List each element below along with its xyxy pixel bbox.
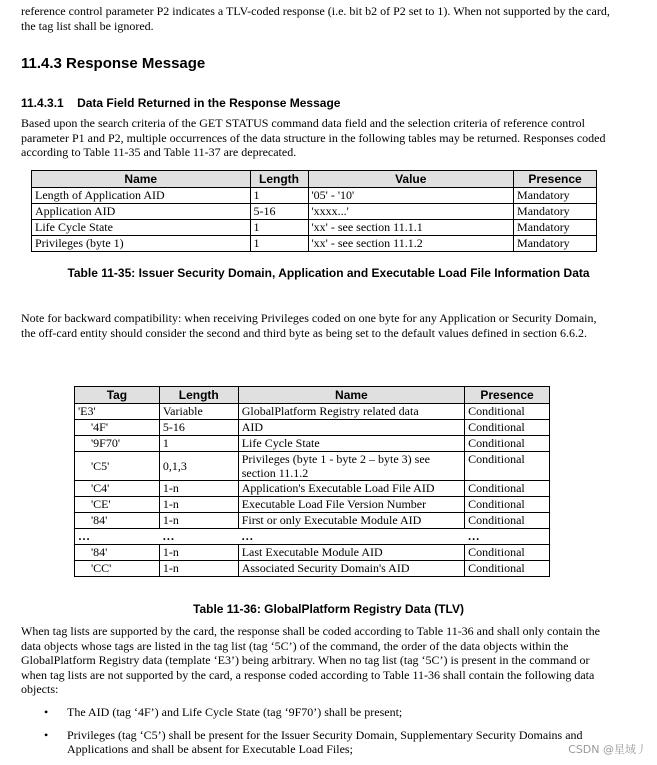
table-row bbox=[75, 420, 550, 436]
subsection-number: 11.4.3.1 bbox=[21, 96, 64, 110]
table-cell: Associated Security Domain's AID bbox=[238, 561, 464, 577]
table-11-35 bbox=[31, 170, 597, 252]
table-row bbox=[32, 204, 597, 220]
subsection-title: Data Field Returned in the Response Message bbox=[77, 96, 341, 110]
table-caption-11-35: Table 11-35: Issuer Security Domain, Application and Executable Load File Information Data bbox=[67, 266, 590, 280]
table-row bbox=[75, 404, 550, 420]
table-row bbox=[75, 513, 550, 529]
table-cell: 'xxxx...' bbox=[308, 204, 514, 220]
table-cell: Executable Load File Version Number bbox=[238, 497, 464, 513]
table-cell: 'xx' - see section 11.1.2 bbox=[308, 236, 514, 252]
table-cell: Mandatory bbox=[514, 204, 597, 220]
table-row bbox=[75, 561, 550, 577]
table-cell: 'C5' bbox=[75, 452, 160, 481]
table-cell: Conditional bbox=[465, 497, 550, 513]
table-cell: 'xx' - see section 11.1.1 bbox=[308, 220, 514, 236]
table-cell: 1-n bbox=[159, 561, 238, 577]
column-header: Name bbox=[32, 171, 251, 188]
table-cell: 1-n bbox=[159, 497, 238, 513]
bullet-list bbox=[44, 705, 614, 765]
table-row bbox=[75, 452, 550, 481]
table-11-36 bbox=[74, 386, 550, 577]
table-cell: Conditional bbox=[465, 481, 550, 497]
table-cell: '9F70' bbox=[75, 436, 160, 452]
table-cell: 5-16 bbox=[250, 204, 308, 220]
table-cell: '4F' bbox=[75, 420, 160, 436]
table-cell: … bbox=[465, 529, 550, 545]
table-cell: '84' bbox=[75, 545, 160, 561]
subsection-heading bbox=[21, 96, 340, 110]
table-cell: Conditional bbox=[465, 561, 550, 577]
table-cell: Life Cycle State bbox=[32, 220, 251, 236]
table-cell: 1-n bbox=[159, 513, 238, 529]
table-row bbox=[75, 545, 550, 561]
table-header-row bbox=[32, 171, 597, 188]
table-cell: 'CE' bbox=[75, 497, 160, 513]
table-row bbox=[32, 188, 597, 204]
bullet-icon: • bbox=[44, 727, 49, 742]
table-cell: 1 bbox=[159, 436, 238, 452]
list-item-text: Privileges (tag ‘C5’) shall be present for the Issuer Security Domain, Supplementary Security Domains and Applications and shall be absent for Executable Load Files; bbox=[67, 727, 583, 756]
table-cell: … bbox=[238, 529, 464, 545]
column-header: Presence bbox=[514, 171, 597, 188]
table-cell: Conditional bbox=[465, 404, 550, 420]
watermark: CSDN @星域丿 bbox=[568, 743, 647, 756]
table-cell: First or only Executable Module AID bbox=[238, 513, 464, 529]
table-cell: '05' - '10' bbox=[308, 188, 514, 204]
column-header: Value bbox=[308, 171, 514, 188]
table-cell: 1 bbox=[250, 236, 308, 252]
paragraph-tag-lists: When tag lists are supported by the card, the response shall be coded according to Table 11-36 and shall only contain the data objects whose tags are listed in the tag list (tag ‘5C’) of the command, the order of the data objects within the GlobalPlatform Registry data (template ‘E3’) being arbitrary. When no tag list (tag ‘5C’) is present in the command or when tag lists are not supported by the card, a response coded according to Table 11-36 shall contain the following data objects: bbox=[21, 624, 600, 696]
column-header: Length bbox=[159, 387, 238, 404]
list-item bbox=[44, 705, 614, 720]
table-cell: … bbox=[75, 529, 160, 545]
table-cell: Conditional bbox=[465, 420, 550, 436]
bullet-icon: • bbox=[44, 705, 49, 719]
note-paragraph: Note for backward compatibility: when receiving Privileges coded on one byte for any Application or Security Domain, the off-card entity should consider the second and third byte as being set to the default values defined in section 6.6.2. bbox=[21, 311, 597, 340]
intro-paragraph: reference control parameter P2 indicates a TLV-coded response (i.e. bit b2 of P2 set to 1). When not supported by the card, the tag list shall be ignored. bbox=[21, 4, 610, 33]
table-cell: 1 bbox=[250, 220, 308, 236]
table-cell: Application's Executable Load File AID bbox=[238, 481, 464, 497]
table-cell: Privileges (byte 1 - byte 2 – byte 3) see section 11.1.2 bbox=[238, 452, 464, 481]
table-caption-11-36: Table 11-36: GlobalPlatform Registry Data (TLV) bbox=[193, 602, 464, 616]
table-cell: … bbox=[159, 529, 238, 545]
column-header: Name bbox=[238, 387, 464, 404]
table-row bbox=[32, 220, 597, 236]
table-cell: 'C4' bbox=[75, 481, 160, 497]
column-header: Presence bbox=[465, 387, 550, 404]
table-cell: Conditional bbox=[465, 545, 550, 561]
table-cell: GlobalPlatform Registry related data bbox=[238, 404, 464, 420]
table-cell: Conditional bbox=[465, 513, 550, 529]
list-item bbox=[44, 728, 614, 757]
table-cell: 0,1,3 bbox=[159, 452, 238, 481]
table-header-row bbox=[75, 387, 550, 404]
column-header: Length bbox=[250, 171, 308, 188]
table-cell: '84' bbox=[75, 513, 160, 529]
table-cell: 'E3' bbox=[75, 404, 160, 420]
table-cell: 1-n bbox=[159, 545, 238, 561]
table-cell: Application AID bbox=[32, 204, 251, 220]
list-item-text: The AID (tag ‘4F’) and Life Cycle State (tag ‘9F70’) shall be present; bbox=[67, 705, 403, 719]
table-cell: 'CC' bbox=[75, 561, 160, 577]
paragraph-based-upon: Based upon the search criteria of the GET STATUS command data field and the selection criteria of reference control parameter P1 and P2, multiple occurrences of the data structure in the following tables may be returned. Responses coded according to Table 11-35 and Table 11-37 are deprecated. bbox=[21, 116, 606, 159]
table-cell: Conditional bbox=[465, 452, 550, 481]
table-cell: Mandatory bbox=[514, 236, 597, 252]
table-row bbox=[75, 436, 550, 452]
table-cell: Mandatory bbox=[514, 220, 597, 236]
table-cell: Last Executable Module AID bbox=[238, 545, 464, 561]
table-cell: AID bbox=[238, 420, 464, 436]
table-row bbox=[32, 236, 597, 252]
table-cell: Conditional bbox=[465, 436, 550, 452]
table-row-ellipsis bbox=[75, 529, 550, 545]
table-row bbox=[75, 497, 550, 513]
column-header: Tag bbox=[75, 387, 160, 404]
table-cell: Variable bbox=[159, 404, 238, 420]
table-cell: Length of Application AID bbox=[32, 188, 251, 204]
table-row bbox=[75, 481, 550, 497]
section-heading: 11.4.3 Response Message bbox=[21, 55, 206, 72]
table-cell: Privileges (byte 1) bbox=[32, 236, 251, 252]
table-cell: Life Cycle State bbox=[238, 436, 464, 452]
table-cell: 5-16 bbox=[159, 420, 238, 436]
table-cell: 1-n bbox=[159, 481, 238, 497]
table-cell: Mandatory bbox=[514, 188, 597, 204]
table-cell: 1 bbox=[250, 188, 308, 204]
